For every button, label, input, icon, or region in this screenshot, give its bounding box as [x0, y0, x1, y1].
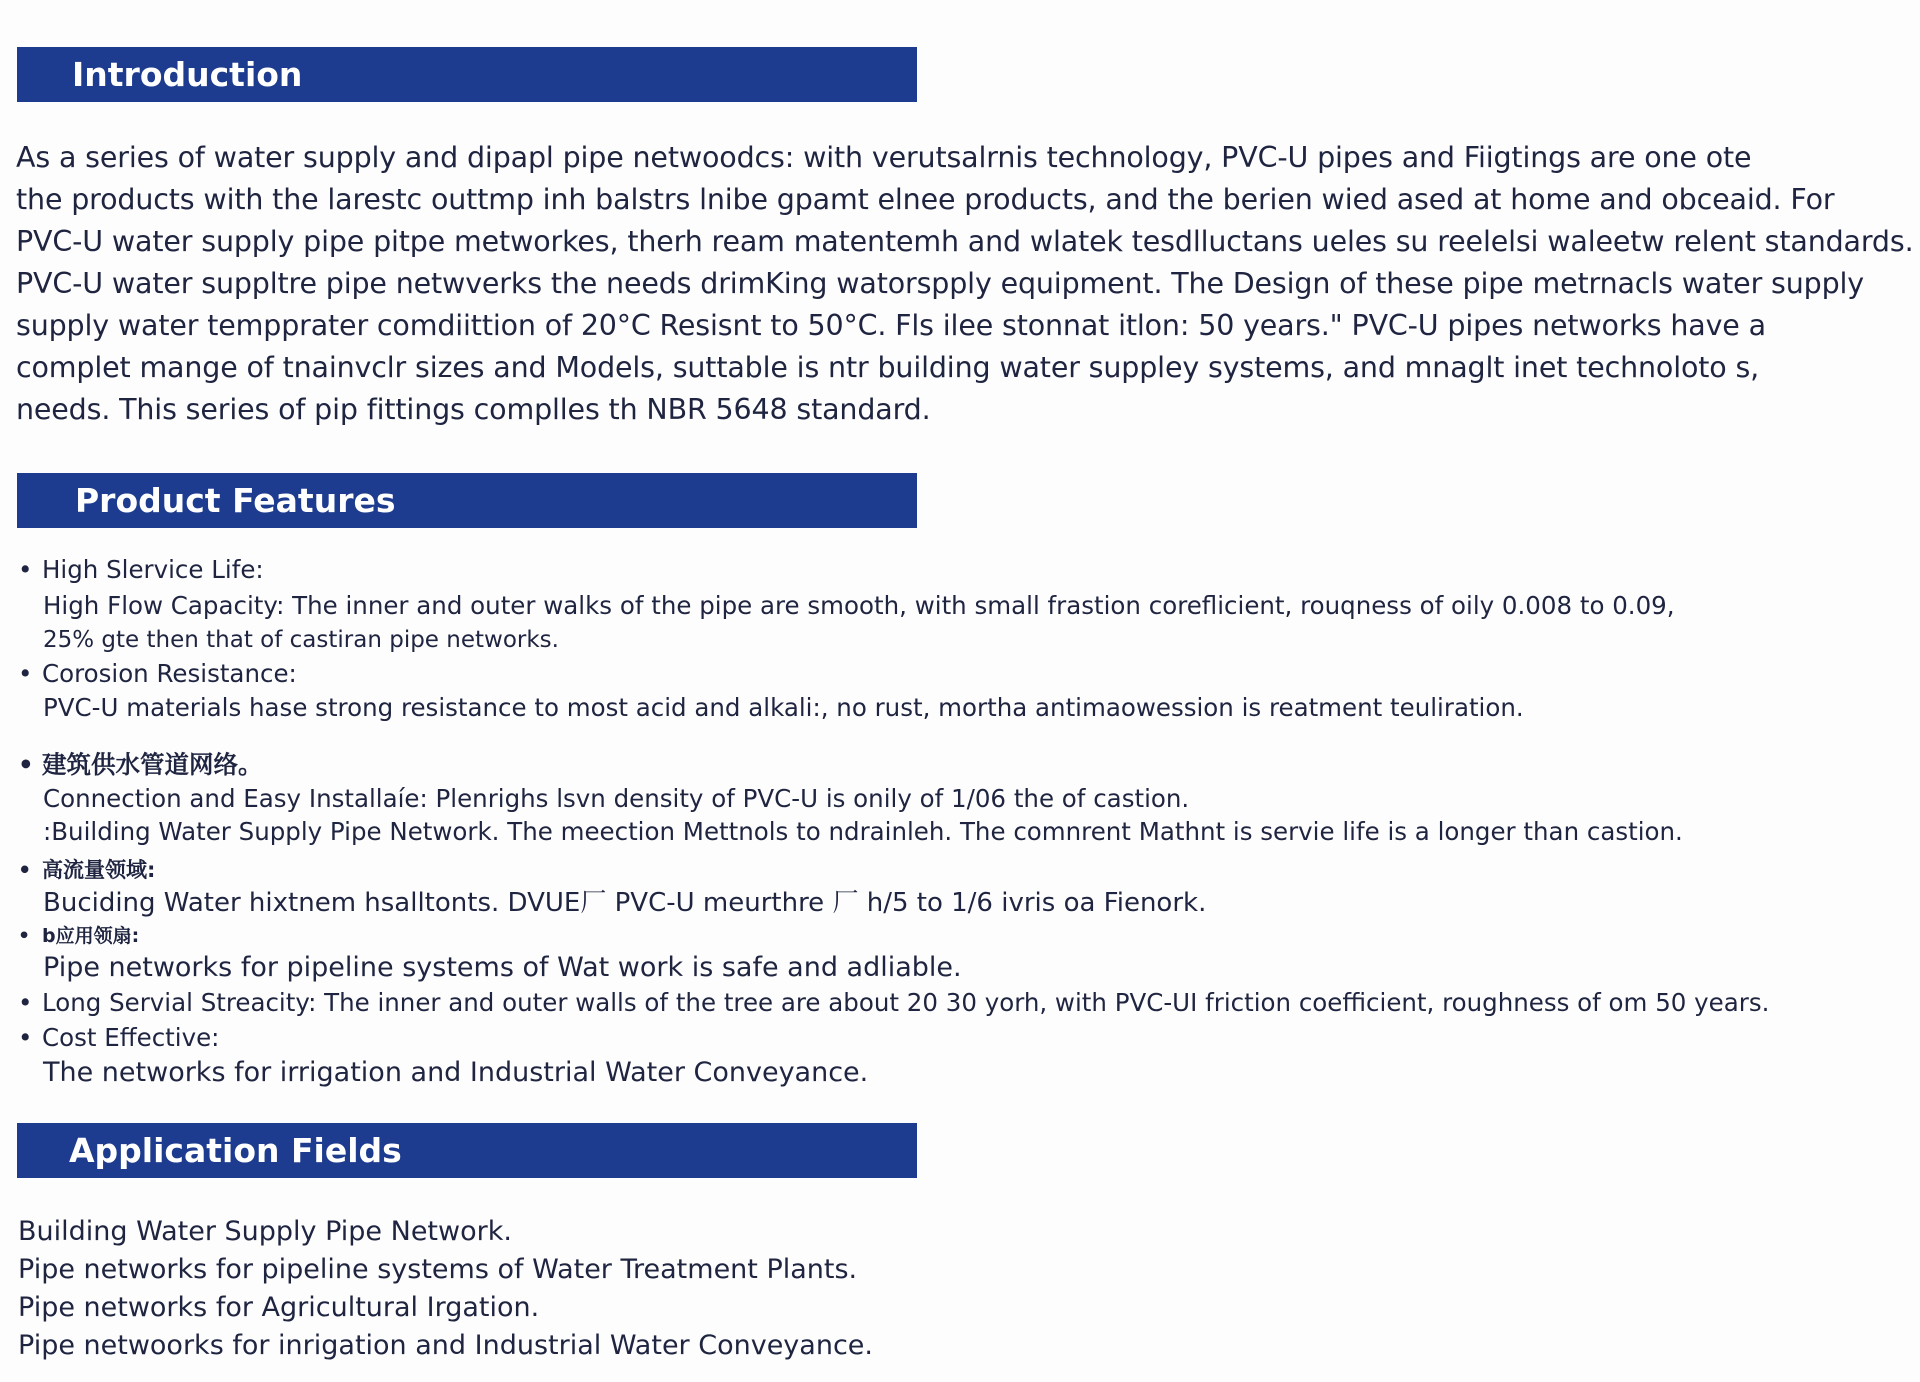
application-fields-title: Application Fields — [69, 1131, 402, 1170]
feature-text: High Slervice Life: — [42, 555, 264, 584]
feature-item — [18, 1021, 219, 1055]
feature-item — [18, 853, 155, 887]
feature-text: The networks for irrigation and Industrial Water Conveyance. — [43, 1057, 869, 1088]
product-features-header — [17, 473, 917, 528]
feature-text: Connection and Easy Installaíe: Plenrighs lsvn density of PVC-U is onily of 1/06 the of castion. — [43, 784, 1190, 813]
application-line: Pipe networks for pipeline systems of Water Treatment Plants. — [18, 1254, 858, 1285]
feature-item — [43, 951, 962, 985]
intro-line: PVC-U water suppltre pipe netwverks the needs drimKing watorspply equipment. The Design of these pipe metrnacls water supply — [16, 267, 1865, 300]
feature-item — [18, 919, 139, 953]
application-fields-header — [17, 1123, 917, 1178]
feature-text: b应用领扇: — [42, 925, 140, 947]
product-features-title: Product Features — [75, 481, 396, 520]
feature-text: Corosion Resistance: — [42, 659, 297, 688]
feature-item — [18, 657, 297, 691]
application-line: Building Water Supply Pipe Network. — [18, 1216, 512, 1247]
feature-item — [18, 986, 1769, 1020]
introduction-header — [17, 47, 917, 102]
feature-text: Cost Effective: — [42, 1023, 220, 1052]
bullet-icon: • — [18, 1023, 33, 1052]
intro-line: PVC-U water supply pipe pitpe metworkes, therh ream matentemh and wlatek tesdlluctans ueles su reelelsi waleetw relent standards. — [16, 225, 1914, 258]
feature-text: 建筑供水管道网络。 — [42, 750, 263, 779]
feature-item — [43, 589, 1675, 623]
introduction-body — [16, 137, 1916, 431]
intro-line: the products with the larestc outtmp inh balstrs lnibe gpamt elnee products, and the berien wied ased at home and obceaid. For — [16, 183, 1835, 216]
feature-item — [18, 553, 264, 587]
feature-item — [43, 691, 1524, 725]
intro-line: complet mange of tnainvclr sizes and Models, suttable is ntr building water suppley systems, and mnaglt inet technoloto s, — [16, 351, 1760, 384]
bullet-icon: • — [18, 925, 31, 947]
intro-line: As a series of water supply and dipapl pipe netwoodcs: with verutsalrnis technology, PVC-U pipes and Fiigtings are one ote — [16, 141, 1752, 174]
feature-item — [43, 815, 1683, 849]
feature-text: 25% gte then that of castiran pipe networks. — [43, 627, 559, 653]
feature-item — [18, 748, 263, 782]
feature-item — [43, 782, 1189, 816]
bullet-icon: • — [18, 750, 34, 779]
application-line: Pipe netwoorks for inrigation and Industrial Water Conveyance. — [18, 1330, 873, 1361]
bullet-icon: • — [18, 659, 33, 688]
feature-text: High Flow Capacity: The inner and outer walks of the pipe are smooth, with small frastion coreflicient, rouqness of oily 0.008 to 0.09, — [43, 591, 1675, 620]
feature-text: Long Servial Streacity: The inner and outer walls of the tree are about 20 30 yorh, with PVC-UI friction coefficient, roughness of om 50 years. — [42, 988, 1770, 1017]
bullet-icon: • — [18, 988, 33, 1017]
application-fields-body — [18, 1213, 873, 1365]
application-line: Pipe networks for Agricultural Irgation. — [18, 1292, 540, 1323]
feature-item — [43, 623, 559, 657]
feature-text: Pipe networks for pipeline systems of Wat work is safe and adliable. — [43, 952, 962, 983]
feature-item — [43, 1056, 868, 1090]
bullet-icon: • — [18, 555, 33, 584]
feature-text: PVC-U materials hase strong resistance to most acid and alkali:, no rust, mortha antimaowession is reatment teuliration. — [43, 693, 1524, 722]
feature-text: 高流量领域: — [42, 858, 156, 882]
intro-line: supply water tempprater comdiittion of 20°C Resisnt to 50°C. Fls ilee stonnat itlon: 50 years." PVC-U pipes networks have a — [16, 309, 1766, 342]
feature-text: Buciding Water hixtnem hsalltonts. DVUE厂 PVC-U meurthre 厂 h/5 to 1/6 ivris oa Fienork. — [43, 888, 1207, 918]
feature-item — [43, 886, 1206, 920]
intro-line: needs. This series of pip fittings complles th NBR 5648 standard. — [16, 393, 931, 426]
introduction-title: Introduction — [72, 55, 303, 94]
feature-text: :Building Water Supply Pipe Network. The meection Mettnols to ndrainleh. The comnrent Mathnt is servie life is a longer than castion. — [43, 817, 1683, 846]
bullet-icon: • — [18, 858, 32, 882]
